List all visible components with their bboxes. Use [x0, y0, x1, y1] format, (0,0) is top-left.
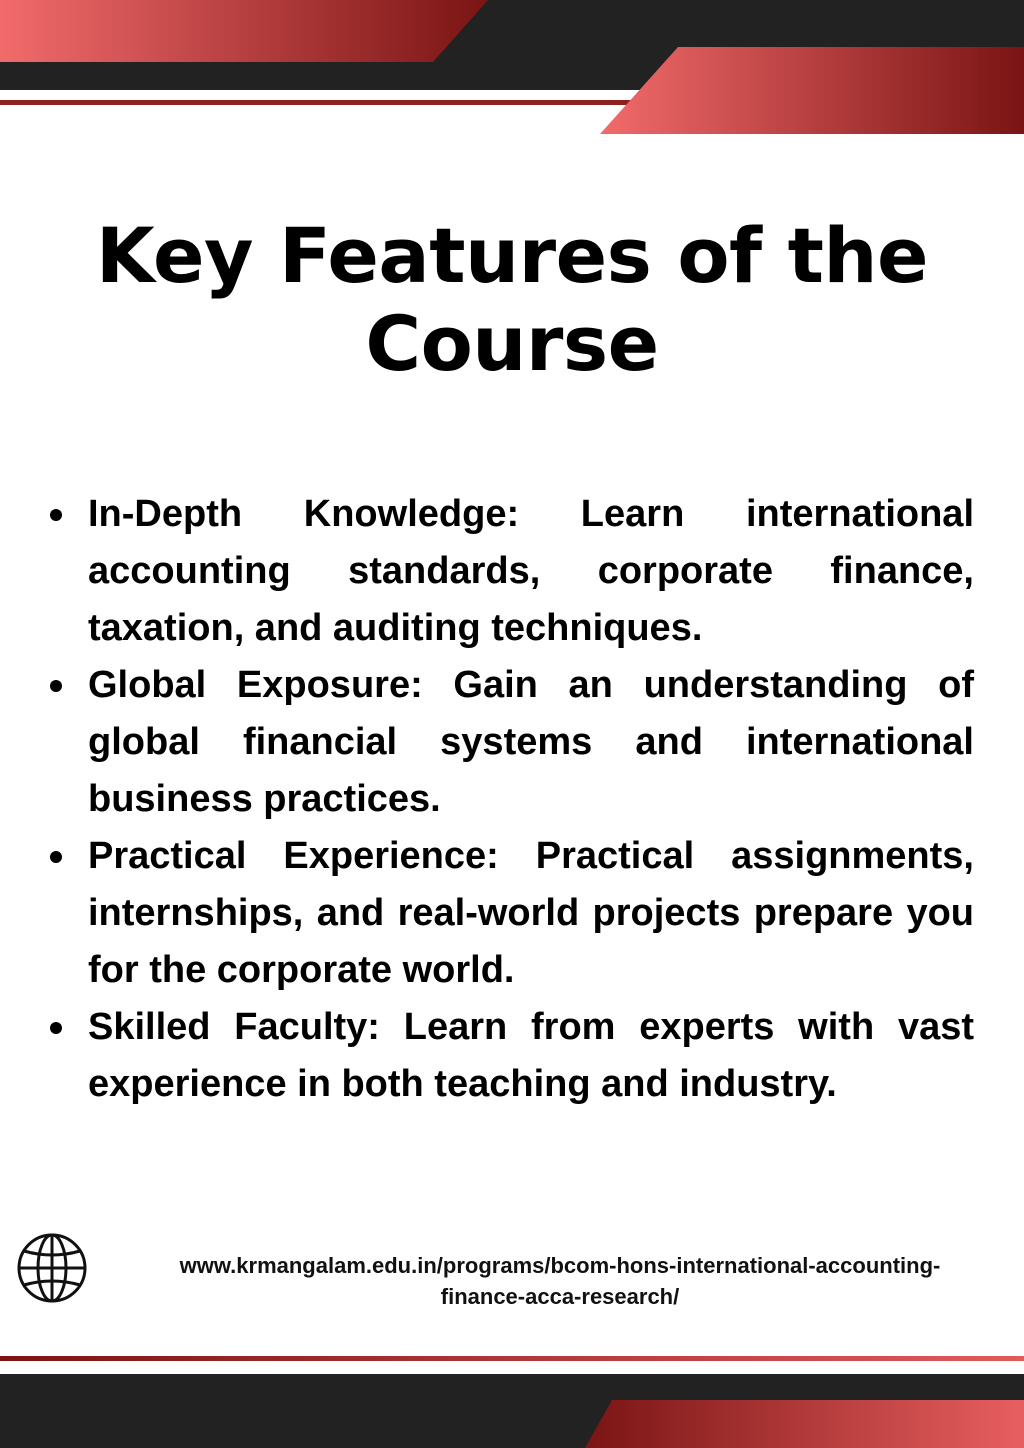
website-url[interactable]: [100, 1250, 1020, 1312]
list-item: [44, 657, 974, 828]
feature-text: In-Depth Knowledge: Learn international accounting standards, corporate finance, taxation, and auditing techniques.: [88, 493, 974, 649]
feature-text: Global Exposure: Gain an understanding of global financial systems and international business practices.: [88, 664, 974, 820]
page-title: Key Features of the Course: [95, 211, 929, 388]
bullet-icon: [50, 1022, 62, 1034]
bottom-decoration: [0, 1350, 1024, 1448]
url-line-2: finance-acca-research/: [440, 1284, 680, 1309]
top-decoration: [0, 0, 1024, 140]
feature-text: Skilled Faculty: Learn from experts with vast experience in both teaching and industry.: [88, 1006, 974, 1105]
feature-text: Practical Experience: Practical assignments, internships, and real-world projects prepare you for the corporate world.: [88, 835, 974, 991]
bottom-right-red-band: [585, 1400, 1024, 1448]
bullet-icon: [50, 509, 62, 521]
top-thin-line: [0, 100, 640, 105]
list-item: [44, 828, 974, 999]
globe-icon: [16, 1232, 88, 1304]
bullet-icon: [50, 680, 62, 692]
bullet-icon: [50, 851, 62, 863]
list-item: [44, 486, 974, 657]
feature-list: [44, 486, 974, 1113]
top-left-red-band: [0, 0, 488, 62]
list-item: [44, 999, 974, 1113]
bottom-thin-line: [0, 1356, 1024, 1361]
url-line-1: www.krmangalam.edu.in/programs/bcom-hons-international-accounting-: [179, 1253, 941, 1278]
footer: [0, 1230, 1024, 1310]
